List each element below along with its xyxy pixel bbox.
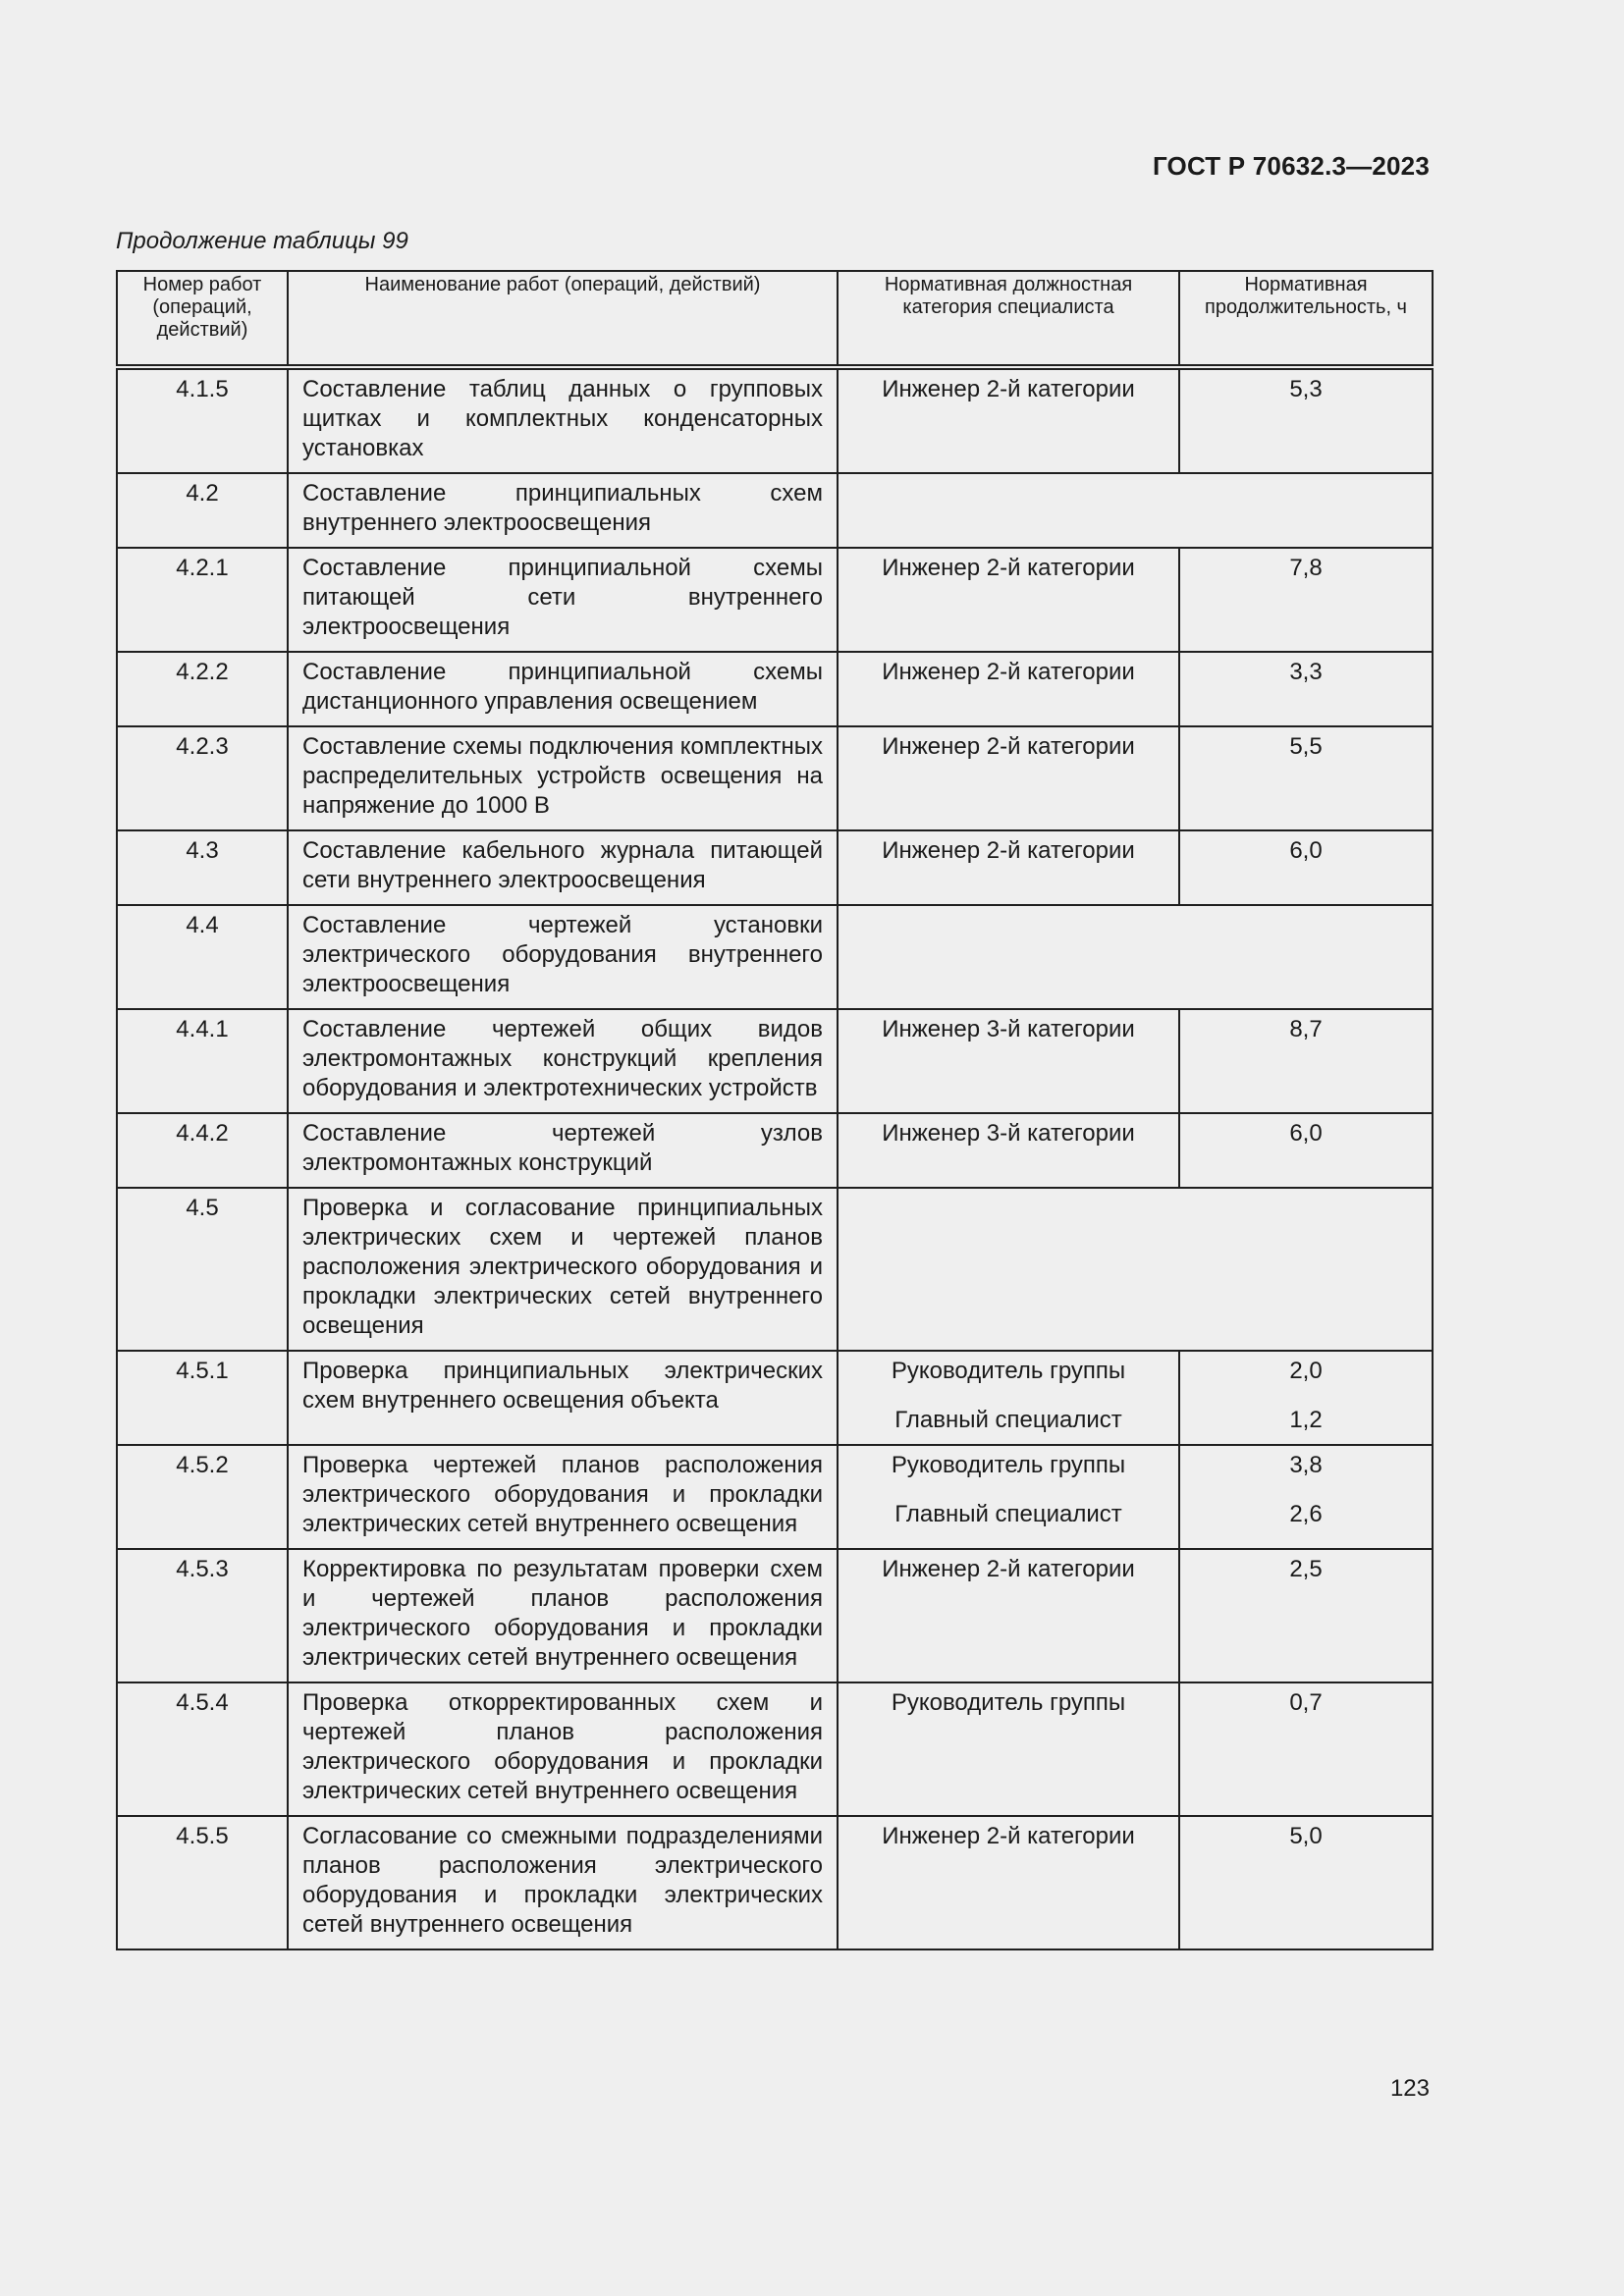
specialist-category: Руководитель группы bbox=[891, 1689, 1126, 1716]
specialist-category-cell bbox=[838, 1816, 1179, 1949]
merged-empty-cell bbox=[838, 473, 1433, 548]
duration-cell bbox=[1179, 1113, 1433, 1188]
work-name-cell: Согласование со смежными подразделениями планов расположения электрического оборудования и прокладки электрических сетей внутреннего освещения bbox=[288, 1816, 838, 1949]
duration-value: 8,7 bbox=[1289, 1016, 1323, 1042]
duration-cell bbox=[1179, 1009, 1433, 1113]
work-name-cell: Составление чертежей узлов электромонтажных конструкций bbox=[288, 1113, 838, 1188]
table-body bbox=[117, 367, 1433, 1949]
work-number-cell: 4.2.2 bbox=[117, 652, 288, 726]
specialist-category-cell bbox=[838, 726, 1179, 830]
specialist-category: Инженер 2-й категории bbox=[882, 659, 1135, 685]
work-name-cell: Составление схемы подключения комплектных распределительных устройств освещения на напряжение до 1000 В bbox=[288, 726, 838, 830]
duration-value: 0,7 bbox=[1289, 1689, 1323, 1716]
duration-cell bbox=[1179, 1816, 1433, 1949]
column-header-category: Нормативная должностная категория специалиста bbox=[838, 271, 1179, 367]
specialist-category: Руководитель группы bbox=[891, 1358, 1126, 1384]
duration-value: 1,2 bbox=[1289, 1407, 1323, 1433]
work-number-cell: 4.5.1 bbox=[117, 1351, 288, 1445]
table-row bbox=[117, 548, 1433, 652]
specialist-category: Инженер 2-й категории bbox=[882, 837, 1135, 864]
duration-cell bbox=[1179, 1549, 1433, 1682]
table-row bbox=[117, 652, 1433, 726]
specialist-category: Инженер 3-й категории bbox=[882, 1016, 1135, 1042]
work-number-cell: 4.4.1 bbox=[117, 1009, 288, 1113]
work-name-cell: Составление принципиальных схем внутреннего электроосвещения bbox=[288, 473, 838, 548]
work-name-cell: Проверка откорректированных схем и чертежей планов расположения электрического оборудования и прокладки электрических сетей внутреннего освещения bbox=[288, 1682, 838, 1816]
specialist-category: Инженер 2-й категории bbox=[882, 376, 1135, 402]
duration-value: 3,3 bbox=[1289, 659, 1323, 685]
specialist-category: Главный специалист bbox=[894, 1501, 1122, 1527]
table-row bbox=[117, 1188, 1433, 1351]
specialist-category: Инженер 2-й категории bbox=[882, 555, 1135, 581]
duration-value: 2,5 bbox=[1289, 1556, 1323, 1582]
work-number-cell: 4.5.5 bbox=[117, 1816, 288, 1949]
norms-table bbox=[116, 270, 1434, 1950]
work-number-cell: 4.5.2 bbox=[117, 1445, 288, 1549]
duration-value: 5,0 bbox=[1289, 1823, 1323, 1849]
work-number-cell: 4.4 bbox=[117, 905, 288, 1009]
duration-cell bbox=[1179, 726, 1433, 830]
duration-value: 6,0 bbox=[1289, 1120, 1323, 1147]
specialist-category-cell bbox=[838, 1351, 1179, 1445]
work-number-cell: 4.5.4 bbox=[117, 1682, 288, 1816]
work-name-cell: Составление чертежей установки электрического оборудования внутреннего электроосвещения bbox=[288, 905, 838, 1009]
work-number-cell: 4.2 bbox=[117, 473, 288, 548]
document-code: ГОСТ Р 70632.3—2023 bbox=[1152, 151, 1430, 181]
work-number-cell: 4.5 bbox=[117, 1188, 288, 1351]
work-name-cell: Составление чертежей общих видов электромонтажных конструкций крепления оборудования и электротехнических устройств bbox=[288, 1009, 838, 1113]
work-number-cell: 4.3 bbox=[117, 830, 288, 905]
table-row bbox=[117, 1009, 1433, 1113]
specialist-category: Инженер 2-й категории bbox=[882, 1823, 1135, 1849]
duration-cell bbox=[1179, 548, 1433, 652]
work-number-cell: 4.4.2 bbox=[117, 1113, 288, 1188]
duration-value: 6,0 bbox=[1289, 837, 1323, 864]
duration-value: 7,8 bbox=[1289, 555, 1323, 581]
column-header-number: Номер работ (операций, действий) bbox=[117, 271, 288, 367]
work-name-cell: Проверка чертежей планов расположения электрического оборудования и прокладки электрических сетей внутреннего освещения bbox=[288, 1445, 838, 1549]
work-name-cell: Корректировка по результатам проверки схем и чертежей планов расположения электрического оборудования и прокладки электрических сетей внутреннего освещения bbox=[288, 1549, 838, 1682]
table-row bbox=[117, 905, 1433, 1009]
duration-value: 5,3 bbox=[1289, 376, 1323, 402]
work-name-cell: Составление принципиальной схемы питающей сети внутреннего электроосвещения bbox=[288, 548, 838, 652]
merged-empty-cell bbox=[838, 1188, 1433, 1351]
table-row bbox=[117, 726, 1433, 830]
specialist-category-cell bbox=[838, 1009, 1179, 1113]
work-name-cell: Составление принципиальной схемы дистанционного управления освещением bbox=[288, 652, 838, 726]
work-name-cell: Проверка и согласование принципиальных электрических схем и чертежей планов расположения электрического оборудования и прокладки электрических сетей внутреннего освещения bbox=[288, 1188, 838, 1351]
duration-cell bbox=[1179, 652, 1433, 726]
table-row bbox=[117, 1549, 1433, 1682]
specialist-category-cell bbox=[838, 830, 1179, 905]
work-name-cell: Проверка принципиальных электрических схем внутреннего освещения объекта bbox=[288, 1351, 838, 1445]
column-header-duration: Нормативная продолжительность, ч bbox=[1179, 271, 1433, 367]
page-number: 123 bbox=[1389, 2075, 1430, 2102]
table-row bbox=[117, 830, 1433, 905]
duration-cell bbox=[1179, 1445, 1433, 1549]
work-number-cell: 4.5.3 bbox=[117, 1549, 288, 1682]
merged-empty-cell bbox=[838, 905, 1433, 1009]
duration-value: 2,0 bbox=[1289, 1358, 1323, 1384]
table-row bbox=[117, 1682, 1433, 1816]
work-number-cell: 4.2.1 bbox=[117, 548, 288, 652]
specialist-category-cell bbox=[838, 1682, 1179, 1816]
table-row bbox=[117, 473, 1433, 548]
column-header-name: Наименование работ (операций, действий) bbox=[288, 271, 838, 367]
work-number-cell: 4.1.5 bbox=[117, 367, 288, 473]
duration-cell bbox=[1179, 367, 1433, 473]
table-row bbox=[117, 1113, 1433, 1188]
specialist-category-cell bbox=[838, 548, 1179, 652]
duration-value: 2,6 bbox=[1289, 1501, 1323, 1527]
duration-cell bbox=[1179, 1351, 1433, 1445]
specialist-category: Инженер 3-й категории bbox=[882, 1120, 1135, 1147]
specialist-category-cell bbox=[838, 1445, 1179, 1549]
duration-cell bbox=[1179, 830, 1433, 905]
work-number-cell: 4.2.3 bbox=[117, 726, 288, 830]
table-caption: Продолжение таблицы 99 bbox=[116, 228, 408, 254]
table-row bbox=[117, 1445, 1433, 1549]
duration-value: 5,5 bbox=[1289, 733, 1323, 760]
specialist-category-cell bbox=[838, 1113, 1179, 1188]
specialist-category-cell bbox=[838, 367, 1179, 473]
specialist-category-cell bbox=[838, 652, 1179, 726]
table-row bbox=[117, 1351, 1433, 1445]
specialist-category: Инженер 2-й категории bbox=[882, 1556, 1135, 1582]
specialist-category: Главный специалист bbox=[894, 1407, 1122, 1433]
table-header bbox=[117, 271, 1433, 367]
table-row bbox=[117, 1816, 1433, 1949]
table-row bbox=[117, 367, 1433, 473]
duration-value: 3,8 bbox=[1289, 1452, 1323, 1478]
specialist-category: Инженер 2-й категории bbox=[882, 733, 1135, 760]
duration-cell bbox=[1179, 1682, 1433, 1816]
work-name-cell: Составление кабельного журнала питающей сети внутреннего электроосвещения bbox=[288, 830, 838, 905]
specialist-category-cell bbox=[838, 1549, 1179, 1682]
specialist-category: Руководитель группы bbox=[891, 1452, 1126, 1478]
work-name-cell: Составление таблиц данных о групповых щитках и комплектных конденсаторных установках bbox=[288, 367, 838, 473]
